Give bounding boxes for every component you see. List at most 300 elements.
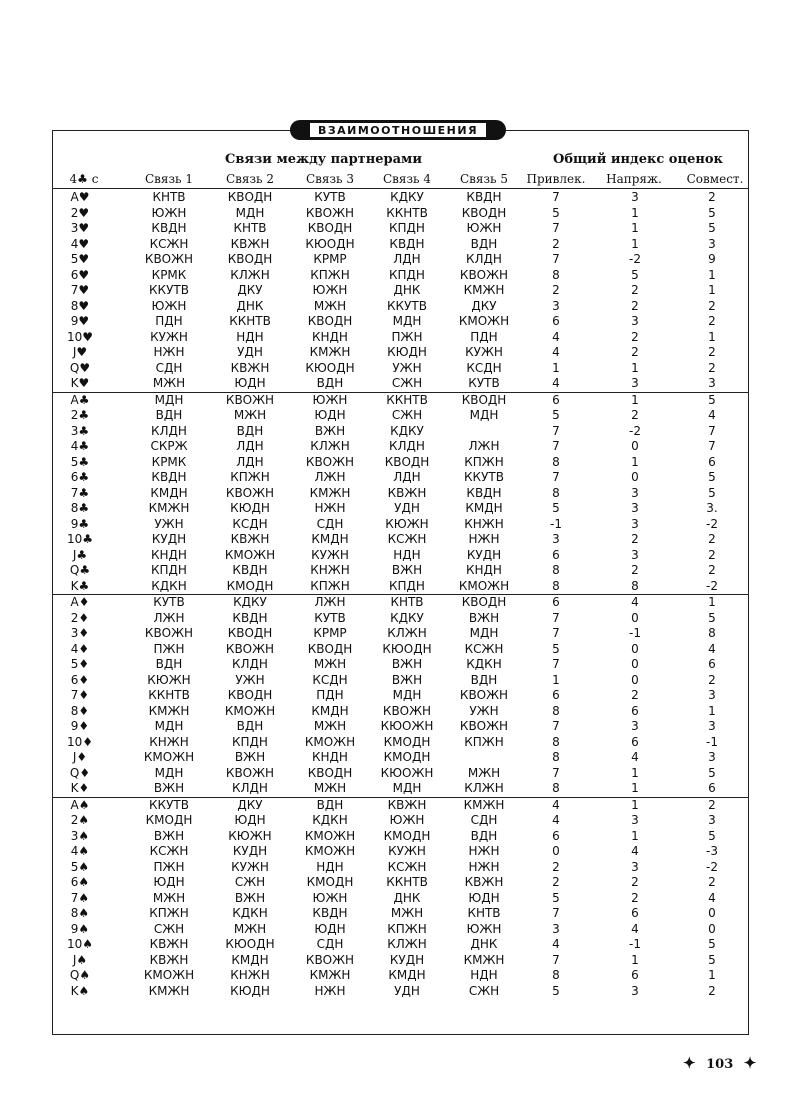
cell-attraction: 4: [552, 329, 560, 344]
cell-card: K♥: [70, 376, 90, 390]
cell-link-2: КМОЖН: [224, 547, 276, 562]
cell-attraction: 4: [552, 345, 560, 359]
cell-link-4: ПЖН: [391, 329, 423, 344]
header-link-5: Связь 5: [459, 172, 509, 186]
cell-tension: 1: [631, 781, 639, 795]
cell-card: 5♦: [70, 657, 90, 671]
cell-link-1: ЮДН: [153, 875, 185, 889]
cell-compatibility: 1: [708, 595, 716, 609]
cell-link-1: КНЖН: [149, 734, 189, 749]
cell-link-5: КДКН: [466, 657, 502, 671]
cell-attraction: 7: [552, 610, 560, 625]
diamond-ornament-icon: ✦: [683, 1054, 696, 1072]
cell-tension: -2: [629, 252, 641, 266]
cell-link-5: ПДН: [470, 329, 498, 344]
cell-compatibility: 5: [708, 470, 716, 484]
cell-link-4: ККНТВ: [386, 205, 428, 220]
cell-attraction: 8: [552, 734, 560, 749]
cell-tension: 2: [631, 329, 639, 344]
header-link-4: Связь 4: [382, 172, 432, 186]
cell-compatibility: 5: [708, 610, 716, 625]
cell-attraction: 8: [552, 578, 560, 593]
cell-link-5: КСЖН: [464, 641, 504, 656]
cell-tension: 1: [631, 828, 639, 843]
cell-attraction: 7: [552, 470, 560, 484]
cell-tension: 0: [631, 470, 639, 484]
cell-link-4: КСЖН: [387, 532, 427, 546]
cell-link-1: КМДН: [150, 485, 188, 500]
cell-attraction: 7: [552, 657, 560, 671]
cell-link-4: КЛЖН: [387, 937, 427, 951]
cell-tension: 1: [631, 952, 639, 967]
cell-compatibility: 4: [708, 641, 716, 656]
cell-link-2: ВДН: [236, 423, 264, 438]
cell-compatibility: 5: [708, 392, 716, 407]
cell-card: 2♠: [70, 813, 90, 827]
cell-compatibility: 3: [708, 813, 716, 827]
cell-link-5: НЖН: [468, 532, 500, 546]
table-row: [52, 532, 749, 548]
cell-link-3: КЮОДН: [305, 360, 355, 375]
table-row: [52, 563, 749, 579]
cell-tension: 3: [631, 516, 639, 531]
cell-compatibility: -3: [706, 844, 718, 858]
cell-compatibility: 6: [708, 657, 716, 671]
header-link-1: Связь 1: [144, 172, 194, 186]
cell-link-2: НДН: [236, 329, 264, 344]
cell-card: 8♠: [70, 906, 90, 920]
diamond-ornament-icon: ✦: [743, 1054, 757, 1072]
cell-tension: 2: [631, 298, 639, 313]
cell-compatibility: 2: [708, 298, 716, 313]
cell-link-2: КВОЖН: [225, 765, 275, 780]
cell-card: 3♣: [70, 423, 90, 438]
cell-link-3: КМОДН: [306, 875, 354, 889]
cell-link-2: КЛЖН: [230, 267, 270, 282]
cell-tension: 2: [631, 283, 639, 297]
cell-link-3: КМДН: [311, 532, 349, 546]
cell-link-1: КВОЖН: [144, 252, 194, 266]
cell-link-5: КМДН: [465, 501, 503, 515]
cell-card: 6♣: [70, 470, 90, 484]
cell-link-2: МДН: [235, 205, 265, 220]
cell-tension: -1: [629, 626, 641, 640]
table-row: [52, 424, 749, 440]
cell-link-4: КЛЖН: [387, 626, 427, 640]
table-row: [52, 798, 749, 814]
cell-tension: -2: [629, 423, 641, 438]
banner-title: ВЗАИМООТНОШЕНИЯ: [309, 122, 487, 138]
cell-attraction: 5: [552, 408, 560, 422]
cell-link-1: КМЖН: [148, 703, 190, 718]
table-row: [52, 657, 749, 673]
cell-link-2: КСДН: [232, 516, 268, 531]
cell-attraction: 6: [552, 595, 560, 609]
cell-compatibility: 7: [708, 423, 716, 438]
cell-link-2: КДКН: [232, 906, 268, 920]
table-row: [52, 455, 749, 471]
table-row: [52, 626, 749, 642]
cell-link-5: КВДН: [466, 190, 502, 204]
cell-card: J♣: [72, 547, 88, 562]
cell-tension: 0: [631, 657, 639, 671]
table-row: [52, 953, 749, 969]
cell-link-3: МЖН: [313, 719, 347, 733]
cell-link-5: КНДН: [466, 563, 502, 577]
cell-compatibility: 5: [708, 828, 716, 843]
cell-link-1: МДН: [154, 392, 184, 407]
cell-link-4: ЮЖН: [389, 813, 425, 827]
cell-card: A♥: [70, 190, 90, 204]
cell-attraction: 5: [552, 983, 560, 998]
table-row: [52, 781, 749, 798]
cell-link-2: ЛДН: [236, 454, 264, 469]
cell-link-5: СЖН: [468, 983, 500, 998]
cell-compatibility: 1: [708, 968, 716, 982]
cell-attraction: 4: [552, 813, 560, 827]
cell-tension: 2: [631, 890, 639, 905]
cell-link-5: КВОЖН: [459, 719, 509, 733]
cell-link-3: ВДН: [316, 376, 344, 390]
cell-link-2: КВОЖН: [225, 641, 275, 656]
page-footer: [683, 1054, 756, 1072]
cell-link-5: КВОДН: [461, 205, 507, 220]
cell-link-5: КПЖН: [464, 734, 504, 749]
cell-tension: 3: [631, 547, 639, 562]
table-row: [52, 968, 749, 984]
cell-link-5: ДНК: [470, 937, 498, 951]
header-rule: [52, 188, 749, 189]
cell-card: 8♣: [70, 501, 90, 515]
cell-tension: 0: [631, 672, 639, 687]
table-row: [52, 704, 749, 720]
cell-compatibility: 2: [708, 360, 716, 375]
cell-attraction: 2: [552, 236, 560, 251]
cell-link-4: КВОЖН: [382, 703, 432, 718]
cell-attraction: 8: [552, 563, 560, 577]
cell-link-2: МЖН: [233, 408, 267, 422]
cell-link-3: КМЖН: [309, 485, 351, 500]
table-row: [52, 673, 749, 689]
table-row: [52, 314, 749, 330]
cell-link-2: КЛДН: [232, 781, 268, 795]
cell-link-3: КЛЖН: [310, 439, 350, 453]
cell-link-2: ЮДН: [234, 813, 266, 827]
cell-attraction: 6: [552, 828, 560, 843]
cell-tension: 2: [631, 532, 639, 546]
cell-link-3: КПЖН: [310, 267, 350, 282]
cell-link-3: КВОЖН: [305, 205, 355, 220]
cell-tension: 6: [631, 703, 639, 718]
cell-attraction: 7: [552, 190, 560, 204]
cell-link-5: КСДН: [466, 360, 502, 375]
cell-link-4: КПДН: [389, 578, 425, 593]
cell-card: Q♥: [69, 360, 91, 375]
cell-link-5: НЖН: [468, 859, 500, 874]
cell-link-3: МЖН: [313, 781, 347, 795]
cell-card: 9♣: [70, 516, 90, 531]
cell-card: J♦: [72, 750, 88, 764]
cell-attraction: 8: [552, 703, 560, 718]
cell-card: 5♣: [70, 454, 90, 469]
cell-link-2: КМДН: [231, 952, 269, 967]
cell-link-3: КМДН: [311, 703, 349, 718]
cell-compatibility: 2: [708, 532, 716, 546]
cell-link-1: МДН: [154, 765, 184, 780]
cell-attraction: 8: [552, 750, 560, 764]
cell-link-1: КМЖН: [148, 983, 190, 998]
cell-compatibility: 5: [708, 221, 716, 235]
cell-attraction: 6: [552, 547, 560, 562]
cell-attraction: 8: [552, 267, 560, 282]
cell-compatibility: 4: [708, 890, 716, 905]
cell-link-5: ККУТВ: [464, 470, 504, 484]
header-link-3: Связь 3: [305, 172, 355, 186]
cell-link-1: ККНТВ: [148, 688, 190, 702]
cell-tension: 4: [631, 921, 639, 936]
cell-link-2: КУДН: [232, 844, 268, 858]
table-row: [52, 345, 749, 361]
cell-link-2: СЖН: [234, 875, 266, 889]
table-row: [52, 766, 749, 782]
cell-link-2: КВОДН: [227, 252, 273, 266]
cell-link-3: КНДН: [312, 750, 348, 764]
cell-link-2: КВОДН: [227, 190, 273, 204]
cell-tension: 3: [631, 376, 639, 390]
cell-link-3: ЛЖН: [314, 595, 346, 609]
cell-card: 2♦: [70, 610, 90, 625]
cell-compatibility: 9: [708, 252, 716, 266]
cell-link-2: МЖН: [233, 921, 267, 936]
cell-link-5: ЮЖН: [466, 921, 502, 936]
table-row: [52, 330, 749, 346]
cell-card: 4♣: [70, 439, 90, 453]
cell-card: 4♠: [70, 844, 90, 858]
cell-compatibility: 2: [708, 983, 716, 998]
cell-link-5: КНЖН: [464, 516, 504, 531]
cell-compatibility: 1: [708, 267, 716, 282]
cell-link-1: МЖН: [152, 890, 186, 905]
table-body: [52, 190, 749, 999]
cell-link-3: КНДН: [312, 329, 348, 344]
cell-attraction: 6: [552, 314, 560, 328]
header-card: 4♣ с: [69, 172, 99, 186]
cell-card: J♠: [72, 952, 88, 967]
cell-link-4: КПДН: [389, 267, 425, 282]
cell-link-4: КУЖН: [388, 844, 426, 858]
cell-link-2: КЮОДН: [225, 937, 275, 951]
cell-card: K♦: [70, 781, 90, 795]
header-attraction: Привлек.: [526, 172, 586, 186]
cell-compatibility: 1: [708, 703, 716, 718]
cell-compatibility: 5: [708, 952, 716, 967]
cell-link-4: КМОДН: [383, 828, 431, 843]
cell-link-3: КУТВ: [314, 190, 346, 204]
cell-link-5: КВОДН: [461, 392, 507, 407]
cell-link-2: КМОДН: [226, 578, 274, 593]
cell-tension: 2: [631, 688, 639, 702]
cell-link-4: ВЖН: [391, 563, 423, 577]
cell-link-4: МДН: [392, 688, 422, 702]
table-row: [52, 875, 749, 891]
cell-link-4: МДН: [392, 781, 422, 795]
cell-card: 2♣: [70, 408, 90, 422]
cell-tension: -1: [629, 937, 641, 951]
cell-card: K♠: [70, 983, 90, 998]
cell-tension: 1: [631, 221, 639, 235]
cell-link-5: ВДН: [470, 672, 498, 687]
cell-link-2: ДКУ: [237, 283, 263, 297]
table-row: [52, 595, 749, 611]
cell-link-5: КУТВ: [468, 376, 500, 390]
cell-compatibility: 5: [708, 205, 716, 220]
cell-link-2: ЛДН: [236, 439, 264, 453]
cell-link-1: УЖН: [154, 516, 184, 531]
cell-link-2: КВЖН: [230, 532, 270, 546]
cell-attraction: 6: [552, 688, 560, 702]
cell-link-4: ЛДН: [393, 252, 421, 266]
cell-link-4: КСЖН: [387, 859, 427, 874]
cell-link-5: КВДН: [466, 485, 502, 500]
cell-attraction: 7: [552, 439, 560, 453]
cell-tension: 0: [631, 641, 639, 656]
cell-link-1: КВОЖН: [144, 626, 194, 640]
cell-attraction: 2: [552, 859, 560, 874]
cell-link-1: ККУТВ: [149, 283, 189, 297]
table-row: [52, 719, 749, 735]
cell-link-3: ЮЖН: [312, 283, 348, 297]
cell-attraction: 6: [552, 392, 560, 407]
cell-link-1: КМЖН: [148, 501, 190, 515]
header-link-2: Связь 2: [225, 172, 275, 186]
cell-link-5: МЖН: [467, 765, 501, 780]
cell-link-5: СДН: [470, 813, 498, 827]
cell-link-2: КЛДН: [232, 657, 268, 671]
cell-tension: 3: [631, 859, 639, 874]
cell-compatibility: -1: [706, 734, 718, 749]
cell-link-5: КПЖН: [464, 454, 504, 469]
cell-card: 4♥: [70, 236, 90, 251]
cell-link-1: ВЖН: [153, 781, 185, 795]
table-row: [52, 486, 749, 502]
cell-link-3: СДН: [316, 937, 344, 951]
cell-link-4: УЖН: [392, 360, 422, 375]
cell-link-4: КЛДН: [389, 439, 425, 453]
cell-attraction: 5: [552, 501, 560, 515]
cell-attraction: 7: [552, 423, 560, 438]
cell-link-2: КНЖН: [230, 968, 270, 982]
cell-link-4: УДН: [394, 983, 420, 998]
cell-card: 6♥: [70, 267, 90, 282]
cell-link-1: КРМК: [151, 454, 187, 469]
cell-link-3: СДН: [316, 516, 344, 531]
table-row: [52, 750, 749, 766]
cell-attraction: 4: [552, 797, 560, 812]
cell-link-4: КВОДН: [384, 454, 430, 469]
cell-link-3: КМОЖН: [304, 844, 356, 858]
cell-compatibility: 5: [708, 765, 716, 780]
cell-link-3: КНЖН: [310, 563, 350, 577]
cell-card: 8♥: [70, 298, 90, 313]
cell-compatibility: 5: [708, 937, 716, 951]
cell-link-4: КМОДН: [383, 750, 431, 764]
cell-link-3: МЖН: [313, 657, 347, 671]
cell-link-3: НДН: [316, 859, 344, 874]
table-row: [52, 470, 749, 486]
cell-compatibility: 0: [708, 906, 716, 920]
cell-link-3: ЮДН: [314, 921, 346, 936]
cell-link-1: ВДН: [155, 657, 183, 671]
table-row: [52, 299, 749, 315]
cell-link-1: ЛЖН: [153, 610, 185, 625]
cell-link-1: КСЖН: [149, 844, 189, 858]
cell-link-1: КУДН: [151, 532, 187, 546]
cell-link-4: ККУТВ: [387, 298, 427, 313]
cell-compatibility: 3: [708, 236, 716, 251]
cell-link-5: КМЖН: [463, 797, 505, 812]
cell-tension: 5: [631, 267, 639, 282]
cell-tension: 8: [631, 578, 639, 593]
cell-link-2: КУЖН: [231, 859, 269, 874]
cell-tension: 3: [631, 501, 639, 515]
cell-link-3: КРМР: [313, 626, 347, 640]
table-row: [52, 408, 749, 424]
cell-link-2: ВЖН: [234, 750, 266, 764]
cell-link-1: КВДН: [151, 470, 187, 484]
cell-link-3: КВДН: [312, 906, 348, 920]
cell-link-3: ЮЖН: [312, 392, 348, 407]
cell-attraction: 8: [552, 968, 560, 982]
cell-tension: 1: [631, 360, 639, 375]
cell-tension: 0: [631, 610, 639, 625]
cell-link-5: ВДН: [470, 828, 498, 843]
cell-tension: 4: [631, 750, 639, 764]
cell-card: 5♠: [70, 859, 90, 874]
cell-link-3: КСДН: [312, 672, 348, 687]
table-row: [52, 517, 749, 533]
cell-compatibility: 6: [708, 454, 716, 469]
cell-link-4: КЮОЖН: [380, 719, 434, 733]
cell-tension: 1: [631, 205, 639, 220]
cell-link-3: КМЖН: [309, 968, 351, 982]
cell-link-3: НЖН: [314, 983, 346, 998]
cell-attraction: 2: [552, 875, 560, 889]
table-row: [52, 252, 749, 268]
cell-link-4: ККНТВ: [386, 875, 428, 889]
cell-link-1: МДН: [154, 719, 184, 733]
cell-tension: 3: [631, 314, 639, 328]
cell-card: 3♦: [70, 626, 90, 640]
cell-link-2: КЮЖН: [228, 828, 272, 843]
cell-link-3: КЮОДН: [305, 236, 355, 251]
cell-link-3: КВОДН: [307, 765, 353, 780]
cell-card: Q♣: [69, 563, 91, 577]
cell-link-5: МДН: [469, 408, 499, 422]
table-row: [52, 906, 749, 922]
cell-link-4: ВЖН: [391, 657, 423, 671]
cell-compatibility: -2: [706, 516, 718, 531]
cell-card: 10♦: [66, 734, 94, 749]
cell-card: 10♥: [66, 329, 94, 344]
table-row: [52, 548, 749, 564]
cell-link-2: КВДН: [232, 563, 268, 577]
cell-link-1: КВДН: [151, 221, 187, 235]
cell-compatibility: 6: [708, 781, 716, 795]
cell-attraction: 5: [552, 890, 560, 905]
cell-tension: 4: [631, 844, 639, 858]
header-compatibility: Совмест.: [686, 172, 744, 186]
cell-link-4: КЮОДН: [382, 641, 432, 656]
